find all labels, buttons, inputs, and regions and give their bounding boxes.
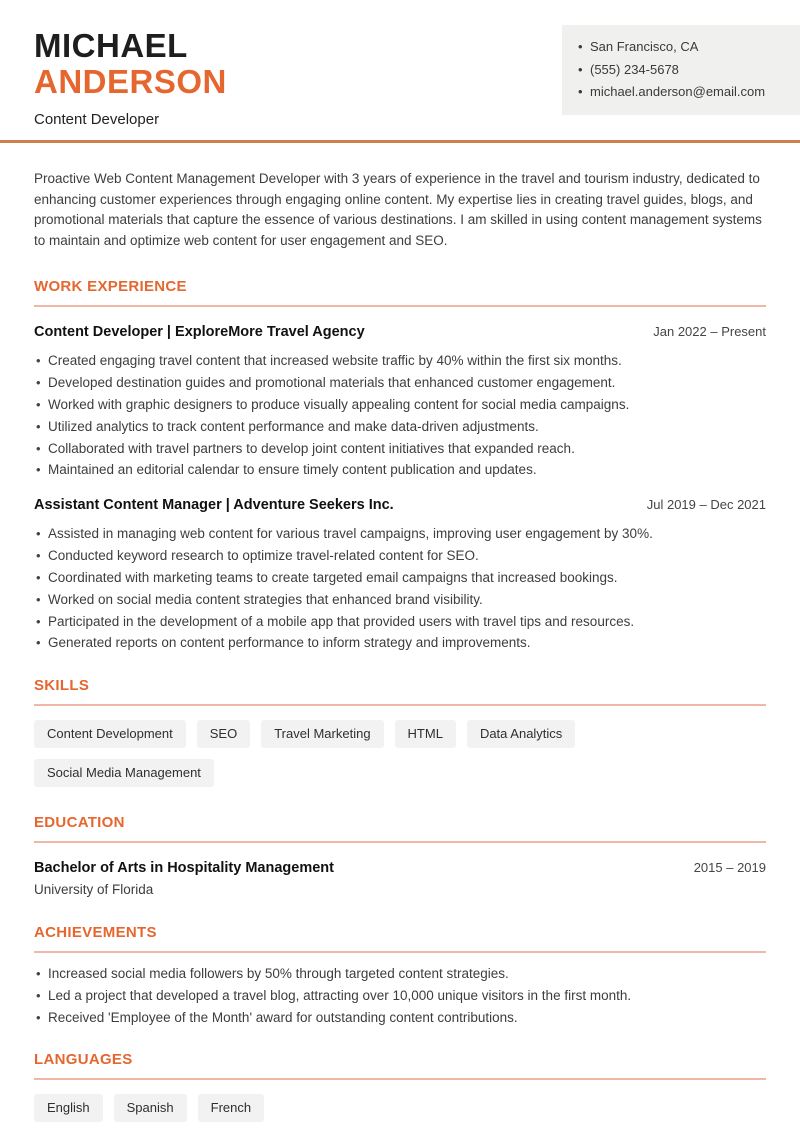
section-work-experience [34,278,766,650]
job-bullet: • Conducted keyword research to optimize travel-related content for SEO. [34,549,766,563]
section-rule [34,704,766,706]
last-name: ANDERSON [34,63,227,100]
first-name: MICHAEL [34,27,188,64]
skills-chip-row [34,720,766,787]
contact-card [562,25,800,115]
section-languages [34,1051,766,1122]
job-bullet: • Collaborated with travel partners to develop joint content initiatives that expanded reach. [34,442,766,456]
job-bullet: • Worked on social media content strategies that enhanced brand visibility. [34,593,766,607]
job-title: Content Developer | ExploreMore Travel Agency [34,324,365,340]
achievement-bullet: • Received 'Employee of the Month' award for outstanding content contributions. [34,1011,766,1025]
education-header [34,860,766,876]
achievement-list [34,967,766,1024]
skill-chip: Data Analytics [467,720,575,748]
work-experience-heading: WORK EXPERIENCE [34,278,187,295]
job-bullet: • Maintained an editorial calendar to ensure timely content publication and updates. [34,463,766,477]
job-bullet: • Participated in the development of a mobile app that provided users with travel tips and resources. [34,615,766,629]
job-header [34,324,766,340]
contact-list [578,36,784,104]
job-bullet-list [34,354,766,477]
job-bullet: • Developed destination guides and promotional materials that enhanced customer engagement. [34,376,766,390]
languages-heading: LANGUAGES [34,1051,133,1069]
job-header [34,497,766,513]
contact-phone: • (555) 234-5678 [578,59,784,82]
section-rule [34,305,766,307]
achievement-bullet: • Led a project that developed a travel blog, attracting over 10,000 unique visitors in the first month. [34,989,766,1003]
contact-location: • San Francisco, CA [578,36,784,59]
skill-chip: HTML [395,720,456,748]
section-rule [34,951,766,953]
skill-chip: Social Media Management [34,759,214,787]
section-skills [34,677,766,787]
language-chip: Spanish [114,1094,187,1122]
section-rule [34,1078,766,1080]
section-achievements [34,924,766,1024]
language-chip: English [34,1094,103,1122]
job-bullet: • Assisted in managing web content for various travel campaigns, improving user engagement by 30%. [34,527,766,541]
job-bullet-list [34,527,766,650]
skills-heading: SKILLS [34,676,90,694]
section-education [34,814,766,897]
degree-title: Bachelor of Arts in Hospitality Management [34,859,334,876]
resume-body [0,169,800,1122]
job-bullet: • Created engaging travel content that increased website traffic by 40% within the first six months. [34,354,766,368]
school-name: University of Florida [34,881,154,897]
job-entry [34,324,766,477]
achievement-bullet: • Increased social media followers by 50% through targeted content strategies. [34,967,766,981]
contact-email: • michael.anderson@email.com [578,81,784,104]
education-entry [34,860,766,897]
job-dates: Jan 2022 – Present [653,324,766,339]
job-dates: Jul 2019 – Dec 2021 [646,496,766,512]
job-title: Assistant Content Manager | Adventure Seekers Inc. [34,496,394,513]
section-rule [34,841,766,843]
skill-chip: SEO [197,720,250,748]
job-bullet: • Worked with graphic designers to produce visually appealing content for social media campaigns. [34,398,766,412]
resume-header [0,0,800,128]
skill-chip: Content Development [34,720,186,748]
header-divider [0,140,800,143]
job-bullet: • Coordinated with marketing teams to create targeted email campaigns that increased bookings. [34,571,766,585]
summary-text: Proactive Web Content Management Developer with 3 years of experience in the travel and tourism industry, dedicated to enhancing customer experiences through engaging online content. My expertise lies in creating travel guides, blogs, and promotional materials that capture the essence of various destinations. I am skilled in using content management systems to maintain and optimize web content for user engagement and SEO. [34,171,762,248]
job-bullet: • Utilized analytics to track content performance and make data-driven adjustments. [34,420,766,434]
header-job-title: Content Developer [34,111,160,128]
education-heading: EDUCATION [34,813,125,831]
achievements-heading: ACHIEVEMENTS [34,923,157,941]
languages-chip-row [34,1094,766,1122]
job-entry [34,497,766,650]
education-dates: 2015 – 2019 [693,859,766,875]
skill-chip: Travel Marketing [261,720,383,748]
job-bullet: • Generated reports on content performance to inform strategy and improvements. [34,636,766,650]
language-chip: French [198,1094,264,1122]
